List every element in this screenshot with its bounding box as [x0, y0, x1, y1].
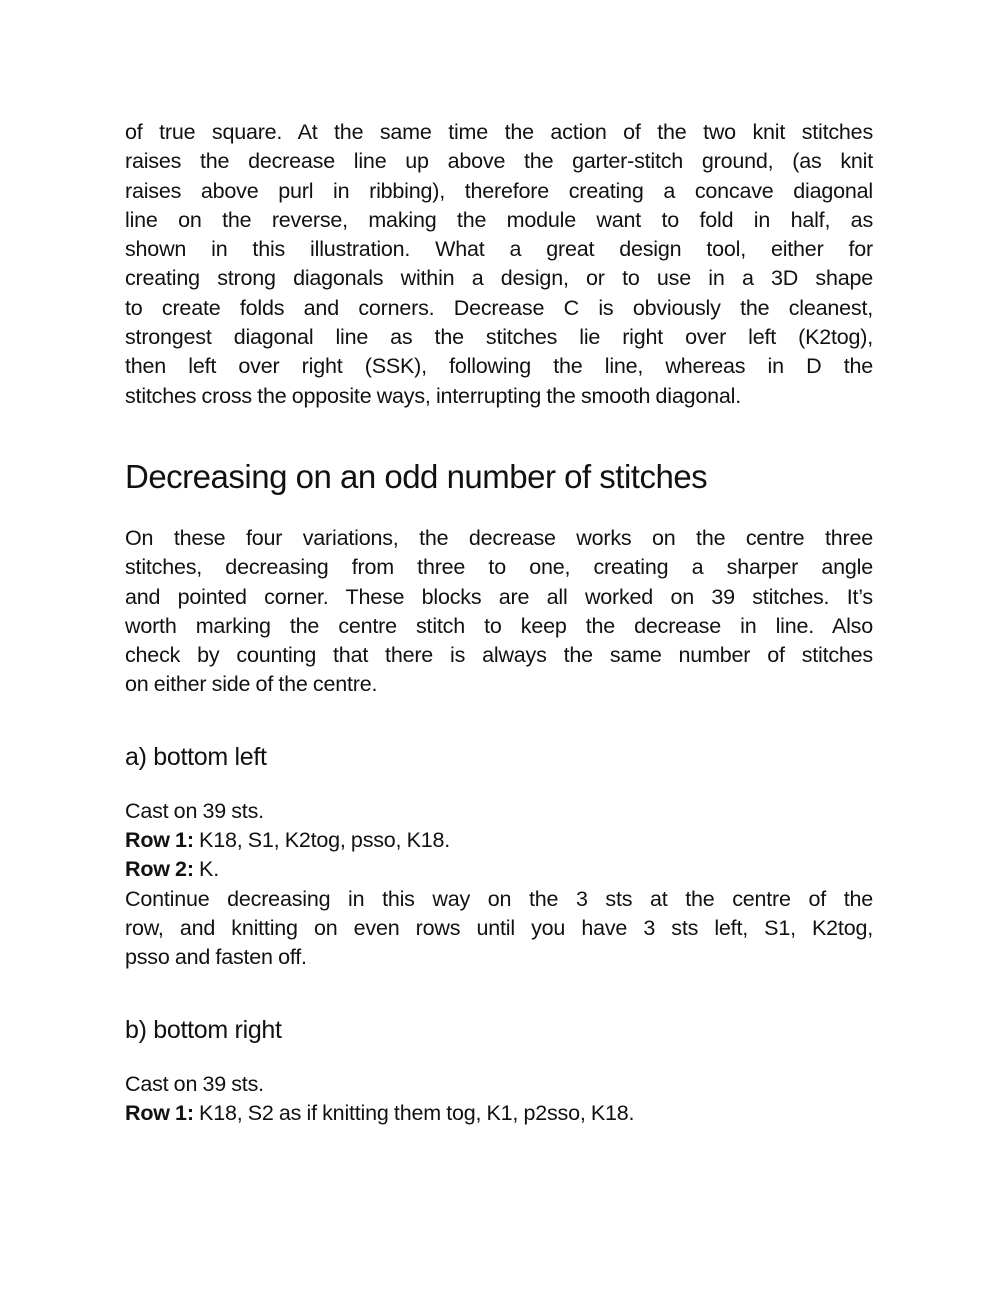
row-label: Row 1:: [125, 828, 194, 853]
text-line: shown in this illustration. What a great design tool, either for: [125, 237, 873, 262]
row-text: K18, S2 as if knitting them tog, K1, p2sso, K18.: [193, 1100, 635, 1125]
variation-a-heading: a) bottom left: [125, 742, 267, 771]
text-line: strongest diagonal line as the stitches lie right over left (K2tog),: [125, 325, 873, 350]
text-line: on either side of the centre.: [125, 672, 378, 697]
row-text: K18, S1, K2tog, psso, K18.: [193, 828, 451, 853]
variation-a-instructions: [125, 797, 873, 973]
text-line: stitches cross the opposite ways, interrupting the smooth diagonal.: [125, 383, 741, 408]
row-instruction: [125, 1099, 873, 1128]
intro-paragraph: [125, 118, 873, 411]
text-line: Continue decreasing in this way on the 3 sts at the centre of the: [125, 886, 873, 911]
text-line: row, and knitting on even rows until you have 3 sts left, S1, K2tog,: [125, 915, 873, 940]
text-line: to create folds and corners. Decrease C is obviously the cleanest,: [125, 295, 873, 320]
row-text: K.: [193, 857, 219, 882]
text-line: and pointed corner. These blocks are all worked on 39 stitches. It’s: [125, 584, 873, 609]
text-line: of true square. At the same time the action of the two knit stitches: [125, 120, 873, 144]
variation-b-heading: b) bottom right: [125, 1015, 282, 1044]
section-paragraph: [125, 524, 873, 700]
text-line: line on the reverse, making the module want to fold in half, as: [125, 207, 873, 232]
text-line: check by counting that there is always the same number of stitches: [125, 643, 873, 668]
row-label: Row 1:: [125, 1100, 194, 1125]
row-instruction: [125, 855, 873, 884]
cast-on-line: Cast on 39 sts.: [125, 1071, 264, 1096]
text-line: psso and fasten off.: [125, 945, 307, 970]
text-line: raises above purl in ribbing), therefore creating a concave diagonal: [125, 178, 873, 203]
row-label: Row 2:: [125, 857, 194, 882]
text-line: worth marking the centre stitch to keep the decrease in line. Also: [125, 613, 873, 638]
text-line: raises the decrease line up above the garter-stitch ground, (as knit: [125, 149, 873, 174]
text-line: stitches, decreasing from three to one, creating a sharper angle: [125, 555, 873, 580]
variation-b-instructions: [125, 1070, 873, 1129]
section-heading: Decreasing on an odd number of stitches: [125, 457, 708, 495]
text-line: then left over right (SSK), following the line, whereas in D the: [125, 354, 873, 379]
text-line: On these four variations, the decrease works on the centre three: [125, 525, 873, 550]
row-instruction: [125, 826, 873, 855]
text-line: creating strong diagonals within a design, or to use in a 3D shape: [125, 266, 873, 291]
cast-on-line: Cast on 39 sts.: [125, 798, 264, 823]
document-page: [125, 118, 873, 1128]
